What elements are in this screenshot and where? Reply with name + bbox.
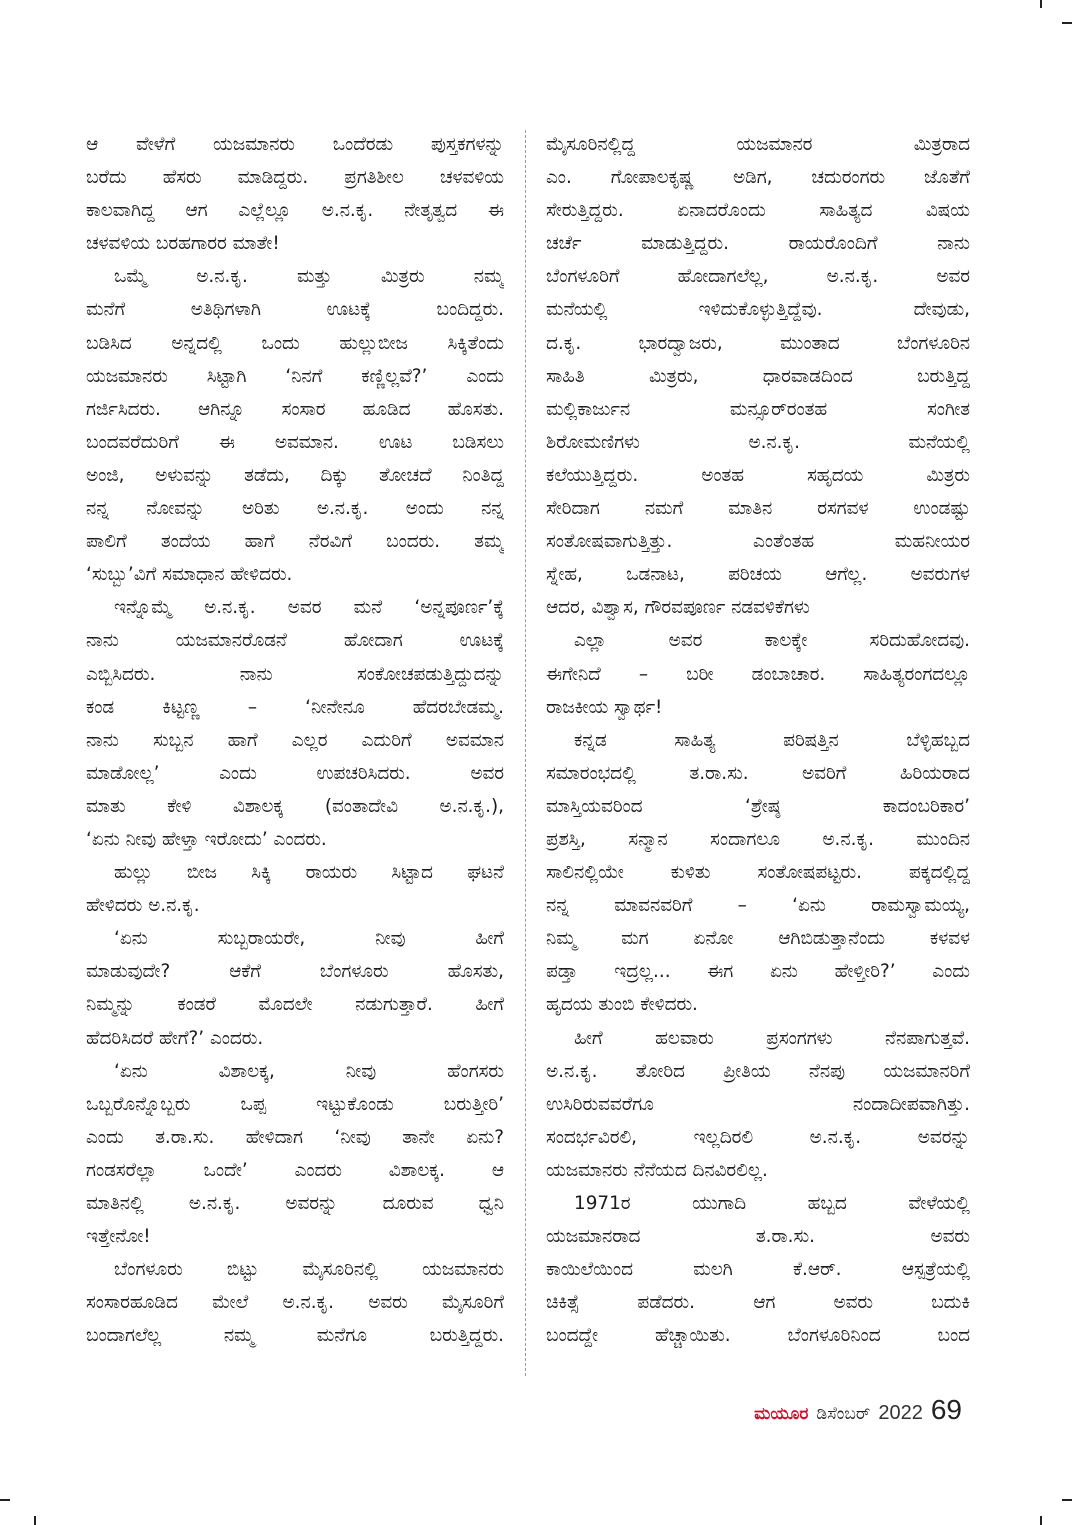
text-line: ಹೃದಯ ತುಂಬಿ ಕೇಳಿದರು. — [546, 994, 698, 1016]
text-line: ಇನ್ನೊಮ್ಮೆ ಅ.ನ.ಕೃ. ಅವರ ಮನೆ ‘ಅನ್ನಪೂರ್ಣ’ಕ್ಕೆ — [114, 597, 504, 619]
text-line: ಚರ್ಚೆ ಮಾಡುತ್ತಿದ್ದರು. ರಾಯರೊಂದಿಗೆ ನಾನು — [546, 233, 970, 255]
crop-mark-bottom-left — [34, 1516, 36, 1525]
text-line: ಕಲೆಯುತ್ತಿದ್ದರು. ಅಂತಹ ಸಹೃದಯ ಮಿತ್ರರು — [546, 464, 970, 486]
text-line: ಎಬ್ಬಿಸಿದರು. ನಾನು ಸಂಕೋಚಪಡುತ್ತಿದ್ದುದನ್ನು — [86, 663, 504, 685]
page-footer — [754, 1394, 962, 1426]
text-line: ಸಾಲಿನಲ್ಲಿಯೇ ಕುಳಿತು ಸಂತೋಷಪಟ್ಟರು. ಪಕ್ಕದಲ್ಲಿದ್ದ — [546, 862, 970, 884]
crop-mark-left-bottom — [0, 1499, 10, 1501]
crop-mark-right-bottom — [1062, 1499, 1072, 1501]
text-line: ಮಾಡುವುದೇ? ಆಕೆಗೆ ಬೆಂಗಳೂರು ಹೊಸತು, — [86, 961, 504, 983]
text-line: ಸೇರುತ್ತಿದ್ದರು. ಏನಾದರೊಂದು ಸಾಹಿತ್ಯದ ವಿಷಯ — [546, 200, 970, 222]
crop-mark-right-top — [1062, 22, 1072, 24]
right-column — [546, 128, 970, 1352]
text-line: ಚಿಕಿತ್ಸೆ ಪಡೆದರು. ಆಗ ಅವರು ಬದುಕಿ — [546, 1292, 970, 1314]
text-line: ಯಜಮಾನರು ಸಿಟ್ಟಾಗಿ ‘ನಿನಗೆ ಕಣ್ಣಿಲ್ಲವೆ?’ ಎಂದು — [86, 365, 504, 387]
text-line: ಮಾತು ಕೇಳಿ ವಿಶಾಲಕ್ಕ (ವಂತಾದೇವಿ ಅ.ನ.ಕೃ.), — [86, 795, 504, 817]
text-line: ಅಂಜಿ, ಅಳುವನ್ನು ತಡೆದು, ದಿಕ್ಕು ತೋಚದೆ ನಿಂತಿದ್ದ — [86, 464, 504, 486]
text-line: ಮಲ್ಲಿಕಾರ್ಜುನ ಮನ್ಸೂರ್‌ರಂತಹ ಸಂಗೀತ — [546, 398, 970, 420]
text-line: ಮಾಡೋಲ್ಲ’ ಎಂದು ಉಪಚರಿಸಿದರು. ಅವರ — [86, 762, 504, 784]
text-line: ನಾನು ಸುಬ್ಬನ ಹಾಗೆ ಎಲ್ಲರ ಎದುರಿಗೆ ಅವಮಾನ — [86, 729, 504, 751]
text-line: ಮಾಸ್ತಿಯವರಿಂದ ‘ಶ್ರೇಷ್ಠ ಕಾದಂಬರಿಕಾರ’ — [546, 795, 970, 817]
text-line: ಅ.ನ.ಕೃ. ತೋರಿದ ಪ್ರೀತಿಯ ನೆನಪು ಯಜಮಾನರಿಗೆ — [546, 1060, 970, 1082]
crop-mark-top — [1040, 0, 1042, 8]
text-line: ನಿಮ್ಮನ್ನು ಕಂಡರೆ ಮೊದಲೇ ನಡುಗುತ್ತಾರೆ. ಹೀಗೆ — [86, 994, 504, 1016]
text-line: ಗಂಡಸರೆಲ್ಲಾ ಒಂದೇ’ ಎಂದರು ವಿಶಾಲಕ್ಕ. ಆ — [86, 1159, 504, 1181]
text-line: ಆದರ, ವಿಶ್ವಾಸ, ಗೌರವಪೂರ್ಣ ನಡವಳಿಕೆಗಳು — [546, 597, 810, 619]
issue-year: 2022 — [878, 1402, 923, 1424]
text-line: ಒಬ್ಬರೊನ್ನೊಬ್ಬರು ಒಪ್ಪ ಇಟ್ಟುಕೊಂಡು ಬರುತ್ತೀರಿ’ — [86, 1093, 504, 1115]
text-line: ಒಮ್ಮೆ ಅ.ನ.ಕೃ. ಮತ್ತು ಮಿತ್ರರು ನಮ್ಮ — [114, 266, 504, 288]
text-line: ‘ಏನು ಸುಬ್ಬರಾಯರೇ, ನೀವು ಹೀಗೆ — [114, 928, 504, 950]
text-line: ಮನೆಯಲ್ಲಿ ಇಳಿದುಕೊಳ್ಳುತ್ತಿದ್ದೆವು. ದೇವುಡು, — [546, 299, 970, 321]
text-line: ಸಂತೋಷವಾಗುತ್ತಿತ್ತು. ಎಂತೆಂತಹ ಮಹನೀಯರ — [546, 531, 970, 553]
text-line: ಮನೆಗೆ ಅತಿಥಿಗಳಾಗಿ ಊಟಕ್ಕೆ ಬಂದಿದ್ದರು. — [86, 299, 504, 321]
text-line: ಪಾಲಿಗೆ ತಂದೆಯ ಹಾಗೆ ನೆರವಿಗೆ ಬಂದರು. ತಮ್ಮ — [86, 531, 504, 553]
text-line: ಚಳವಳಿಯ ಬರಹಗಾರರ ಮಾತೇ! — [86, 233, 280, 255]
text-line: ಕಂಡ ಕಿಟ್ಟಣ್ಣ – ‘ನೀನೇನೂ ಹೆದರಬೇಡಮ್ಮ. — [86, 696, 504, 718]
text-line: ಸ್ನೇಹ, ಒಡನಾಟ, ಪರಿಚಯ ಆಗೆಲ್ಲ. ಅವರುಗಳ — [546, 564, 970, 586]
text-line: ಸಂದರ್ಭವಿರಲಿ, ಇಲ್ಲದಿರಲಿ ಅ.ನ.ಕೃ. ಅವರನ್ನು — [546, 1126, 970, 1148]
crop-mark-bottom-right — [1040, 1516, 1042, 1525]
text-line: ಬಡಿಸಿದ ಅನ್ನದಲ್ಲಿ ಒಂದು ಹುಲ್ಲುಬೀಜ ಸಿಕ್ಕಿತೆಂದು — [86, 332, 504, 354]
text-line: ಹೆದರಿಸಿದರೆ ಹೇಗೆ?’ ಎಂದರು. — [86, 1027, 264, 1049]
text-line: ನಾನು ಯಜಮಾನರೊಡನೆ ಹೋದಾಗ ಊಟಕ್ಕೆ — [86, 630, 504, 652]
text-line: ‘ಏನು ನೀವು ಹೇಳ್ತಾ ಇರೋದು’ ಎಂದರು. — [86, 828, 327, 850]
text-line: ಉಸಿರಿರುವವರೆಗೂ ನಂದಾದೀಪವಾಗಿತ್ತು. — [546, 1093, 970, 1115]
text-line: ಕಾಲವಾಗಿದ್ದ ಆಗ ಎಲ್ಲೆಲ್ಲೂ ಅ.ನ.ಕೃ. ನೇತೃತ್ವದ ಈ — [86, 200, 504, 222]
text-line: ಬಂದವರೆದುರಿಗೆ ಈ ಅವಮಾನ. ಊಟ ಬಡಿಸಲು — [86, 431, 504, 453]
text-line: ‘ಸುಬ್ಬು’ವಿಗೆ ಸಮಾಧಾನ ಹೇಳಿದರು. — [86, 564, 293, 586]
text-line: ಗರ್ಜಿಸಿದರು. ಆಗಿನ್ನೂ ಸಂಸಾರ ಹೂಡಿದ ಹೊಸತು. — [86, 398, 504, 420]
page-number: 69 — [930, 1394, 962, 1425]
text-line: ಹೀಗೆ ಹಲವಾರು ಪ್ರಸಂಗಗಳು ನೆನಪಾಗುತ್ತವೆ. — [574, 1027, 970, 1049]
text-line: ಈಗೇನಿದೆ – ಬರೀ ಡಂಬಾಚಾರ. ಸಾಹಿತ್ಯರಂಗದಲ್ಲೂ — [546, 663, 970, 685]
text-line: ಎಂದು ತ.ರಾ.ಸು. ಹೇಳಿದಾಗ ‘ನೀವು ತಾನೇ ಏನು? — [86, 1126, 504, 1148]
left-column — [86, 128, 504, 1352]
text-line: ಸೇರಿದಾಗ ನಮಗೆ ಮಾತಿನ ರಸಗವಳ ಉಂಡಷ್ಟು — [546, 498, 970, 520]
text-line: ಎಂ. ಗೋಪಾಲಕೃಷ್ಣ ಅಡಿಗ, ಚದುರಂಗರು ಜೊತೆಗೆ — [546, 167, 970, 189]
text-line: ಬರೆದು ಹೆಸರು ಮಾಡಿದ್ದರು. ಪ್ರಗತಿಶೀಲ ಚಳವಳಿಯ — [86, 167, 504, 189]
issue-month: ಡಿಸೆಂಬರ್ — [816, 1404, 871, 1424]
text-line: ನಿಮ್ಮ ಮಗ ಏನೋ ಆಗಿಬಿಡುತ್ತಾನೆಂದು ಕಳವಳ — [546, 928, 970, 950]
text-line: ಬೆಂಗಳೂರಿಗೆ ಹೋದಾಗಲೆಲ್ಲ, ಅ.ನ.ಕೃ. ಅವರ — [546, 266, 970, 288]
column-divider — [525, 130, 526, 1376]
text-line: ಮಾತಿನಲ್ಲಿ ಅ.ನ.ಕೃ. ಅವರನ್ನು ದೂರುವ ಧ್ವನಿ — [86, 1193, 504, 1214]
text-line: ಪಡ್ತಾ ಇದ್ರಲ್ಲ... ಈಗ ಏನು ಹೇಳ್ತೀರಿ?’ ಎಂದು — [546, 961, 970, 983]
text-line: ಸಮಾರಂಭದಲ್ಲಿ ತ.ರಾ.ಸು. ಅವರಿಗೆ ಹಿರಿಯರಾದ — [546, 762, 970, 784]
text-line: ಬೆಂಗಳೂರು ಬಿಟ್ಟು ಮೈಸೂರಿನಲ್ಲಿ ಯಜಮಾನರು — [114, 1259, 504, 1281]
text-line: ಇತ್ತೇನೋ! — [86, 1226, 151, 1248]
text-line: ಮೈಸೂರಿನಲ್ಲಿದ್ದ ಯಜಮಾನರ ಮಿತ್ರರಾದ — [546, 134, 970, 155]
text-line: ನನ್ನ ನೋವನ್ನು ಅರಿತು ಅ.ನ.ಕೃ. ಅಂದು ನನ್ನ — [86, 498, 504, 520]
text-line: ಸಾಹಿತಿ ಮಿತ್ರರು, ಧಾರವಾಡದಿಂದ ಬರುತ್ತಿದ್ದ — [546, 365, 970, 387]
text-line: ದ.ಕೃ. ಭಾರದ್ವಾಜರು, ಮುಂತಾದ ಬೆಂಗಳೂರಿನ — [546, 332, 970, 354]
text-line: ಶಿರೋಮಣಿಗಳು ಅ.ನ.ಕೃ. ಮನೆಯಲ್ಲಿ — [546, 431, 970, 453]
text-line: ನನ್ನ ಮಾವನವರಿಗೆ – ‘ಏನು ರಾಮಸ್ವಾಮಯ್ಯ, — [546, 895, 970, 917]
text-line: ಆ ವೇಳೆಗೆ ಯಜಮಾನರು ಒಂದೆರಡು ಪುಸ್ತಕಗಳನ್ನು — [86, 134, 504, 155]
text-line: ಹುಲ್ಲು ಬೀಜ ಸಿಕ್ಕಿ ರಾಯರು ಸಿಟ್ಟಾದ ಘಟನೆ — [114, 862, 504, 884]
text-line: ಯಜಮಾನರು ನೆನೆಯದ ದಿನವಿರಲಿಲ್ಲ. — [546, 1159, 768, 1181]
text-line: ಕಾಯಿಲೆಯಿಂದ ಮಲಗಿ ಕೆ.ಆರ್. ಆಸ್ಪತ್ರೆಯಲ್ಲಿ — [546, 1259, 970, 1281]
text-line: 1971ರ ಯುಗಾದಿ ಹಬ್ಬದ ವೇಳೆಯಲ್ಲಿ — [574, 1193, 970, 1214]
text-line: ಕನ್ನಡ ಸಾಹಿತ್ಯ ಪರಿಷತ್ತಿನ ಬೆಳ್ಳಿಹಬ್ಬದ — [574, 729, 970, 751]
text-line: ರಾಜಕೀಯ ಸ್ವಾರ್ಥ! — [546, 696, 663, 718]
text-line: ಬಂದಾಗಲೆಲ್ಲ ನಮ್ಮ ಮನೆಗೂ ಬರುತ್ತಿದ್ದರು. — [86, 1325, 504, 1347]
text-line: ಪ್ರಶಸ್ತಿ, ಸನ್ಮಾನ ಸಂದಾಗಲೂ ಅ.ನ.ಕೃ. ಮುಂದಿನ — [546, 828, 970, 850]
magazine-name: ಮಯೂರ — [754, 1404, 809, 1424]
text-line: ಎಲ್ಲಾ ಅವರ ಕಾಲಕ್ಕೇ ಸರಿದುಹೋದವು. — [574, 630, 970, 652]
text-line: ‘ಏನು ವಿಶಾಲಕ್ಕ, ನೀವು ಹೆಂಗಸರು — [114, 1060, 504, 1082]
text-line: ಯಜಮಾನರಾದ ತ.ರಾ.ಸು. ಅವರು — [546, 1226, 970, 1248]
text-line: ಸಂಸಾರಹೂಡಿದ ಮೇಲೆ ಅ.ನ.ಕೃ. ಅವರು ಮೈಸೂರಿಗೆ — [86, 1292, 504, 1314]
text-line: ಹೇಳಿದರು ಅ.ನ.ಕೃ. — [86, 895, 200, 917]
text-line: ಬಂದದ್ದೇ ಹೆಚ್ಚಾಯಿತು. ಬೆಂಗಳೂರಿನಿಂದ ಬಂದ — [546, 1325, 970, 1347]
